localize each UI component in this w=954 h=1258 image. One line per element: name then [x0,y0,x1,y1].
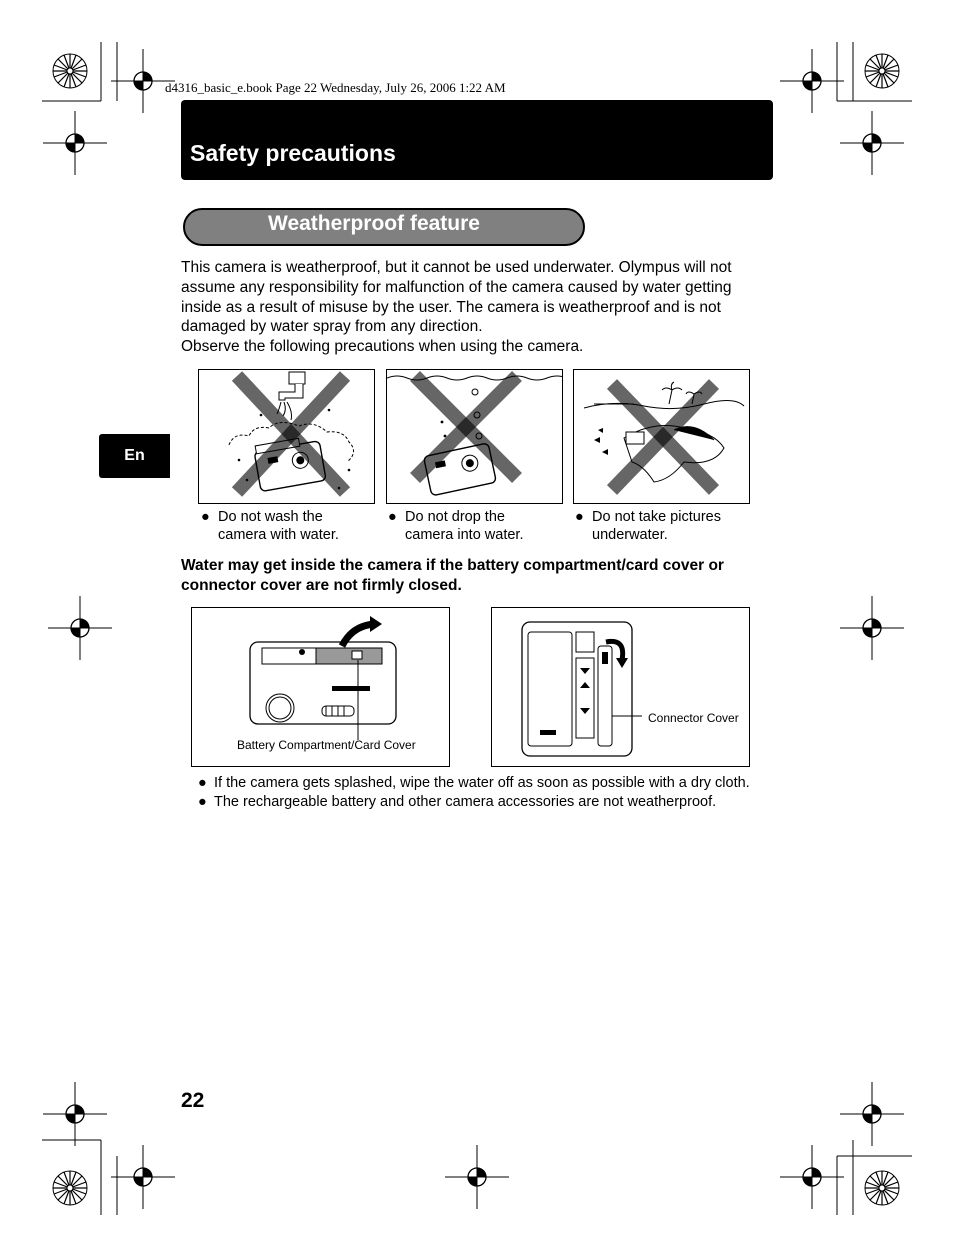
intro-instruction: Observe the following precautions when using the camera. [181,338,584,356]
language-tab-label: En [124,447,145,464]
caption-wash-line2: camera with water. [218,527,339,543]
subsection-title: Weatherproof feature [268,212,480,235]
intro-paragraph: This camera is weatherproof, but it cannot be used underwater. Olympus will not assume any responsibility for malfunction of the camera caused by water getting inside as a result of misuse by the user. The camera is weatherproof and is not damaged by water spray from any direction. [181,259,732,336]
bullet-dot: ● [198,775,207,791]
bullet-dot: ● [198,793,207,810]
note-text: If the camera gets splashed, wipe the water off as soon as possible with a dry cloth. [214,775,750,791]
label-connector-cover: Connector Cover [648,711,739,725]
caption-drop-line2: camera into water. [405,527,524,543]
warning-text: Water may get inside the camera if the battery compartment/card cover or connector cover are not firmly closed. [181,557,724,594]
caption-underwater-line2: underwater. [592,527,668,543]
bullet-dot: ● [575,509,584,525]
bullet-dot: ● [388,509,397,525]
note-text: The rechargeable battery and other camera accessories are not weatherproof. [214,793,717,810]
print-info-line: d4316_basic_e.book Page 22 Wednesday, July 26, 2006 1:22 AM [165,80,506,95]
section-title: Safety precautions [190,140,396,166]
label-battery-cover: Battery Compartment/Card Cover [237,738,416,752]
caption-drop-line1: Do not drop the [405,509,505,525]
page-number: 22 [181,1089,205,1112]
caption-wash-line1: Do not wash the [218,509,323,525]
caption-underwater-line1: Do not take pictures [592,509,721,525]
bullet-dot: ● [201,509,210,525]
